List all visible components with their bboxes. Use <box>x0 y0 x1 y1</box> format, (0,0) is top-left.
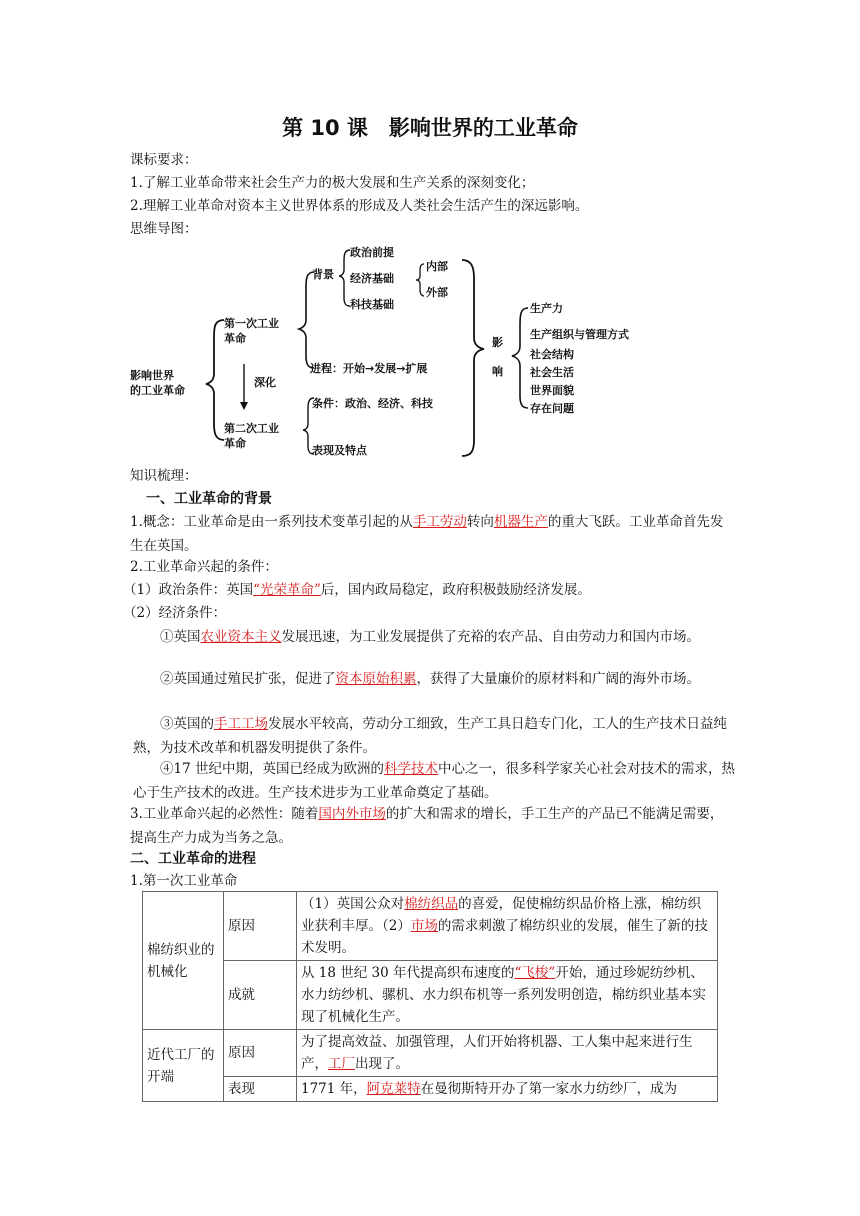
keyword-glorious-revolution: “光荣革命” <box>253 582 321 598</box>
label-reason-2: 原因 <box>224 1030 297 1077</box>
group-modern-factory: 近代工厂的开端 <box>143 1030 224 1102</box>
keyword-factory: 工厂 <box>328 1056 355 1072</box>
keyword-markets: 国内外市场 <box>318 806 386 822</box>
keyword-science-technology: 科学技术 <box>383 761 438 777</box>
group-cotton-mechanization: 棉纺织业的机械化 <box>143 892 224 1030</box>
mm-impact-3: 社会生活 <box>530 366 574 379</box>
cell-cotton-reason: （1）英国公众对棉纺织品的喜爱，促使棉纺织品价格上涨，棉纺织业获利丰厚。（2）市场的需求刺激了棉纺织业的发展，催生了新的技术发明。 <box>297 892 718 961</box>
section-2-heading: 二、工业革命的进程 <box>130 851 256 867</box>
mm-second-line2: 革命 <box>224 437 246 450</box>
cell-factory-manifestation: 1771 年，阿克莱特在曼彻斯特开办了第一家水力纺纱厂，成为 <box>297 1077 718 1102</box>
table-row <box>143 892 718 961</box>
mm-internal: 内部 <box>426 260 448 273</box>
section-1-heading: 一、工业革命的背景 <box>146 491 272 507</box>
mm-impact-5: 存在问题 <box>530 402 574 415</box>
mm-process: 进程：开始→发展→扩展 <box>310 362 428 375</box>
mm-root-brace <box>206 320 224 440</box>
keyword-workshop: 手工工场 <box>214 716 268 732</box>
economic-item-3: ③英国的手工工场发展水平较高，劳动分工细致，生产工具日趋专门化，工人的生产技术日益纯熟，为技术改革和机器发明提供了条件。 <box>133 716 727 756</box>
economic-item-1: ①英国农业资本主义发展迅速，为工业发展提供了充裕的农产品、自由劳动力和国内市场。 <box>160 629 700 645</box>
mm-background: 背景 <box>312 268 334 281</box>
mm-impact-brace <box>512 308 528 408</box>
knowledge-heading: 知识梳理： <box>130 468 198 484</box>
mm-first-line2: 革命 <box>224 332 246 345</box>
mm-impact-2: 社会结构 <box>530 348 574 361</box>
mm-root-line2: 的工业革命 <box>130 384 185 397</box>
requirement-item-1: 1.了解工业革命带来社会生产力的极大发展和生产关系的深刻变化； <box>130 175 535 191</box>
table-row <box>143 1077 718 1102</box>
mm-science: 科技基础 <box>350 298 394 311</box>
keyword-primitive-accumulation: 资本原始积累 <box>335 671 417 687</box>
mm-impact-1: 生产组织与管理方式 <box>530 328 629 341</box>
label-reason: 原因 <box>224 892 297 961</box>
keyword-machine-production: 机器生产 <box>493 514 548 530</box>
table-row <box>143 961 718 1030</box>
mm-root-line1: 影响世界 <box>130 369 174 382</box>
mm-first-brace <box>299 272 314 368</box>
mm-deepen-label: 深化 <box>254 376 276 389</box>
mindmap-heading: 思维导图： <box>130 221 198 237</box>
label-achievement: 成就 <box>224 961 297 1030</box>
mm-impact-0: 生产力 <box>530 302 563 315</box>
mm-first-line1: 第一次工业 <box>224 317 279 330</box>
economic-heading: （2）经济条件： <box>123 605 227 621</box>
mm-economy-brace <box>416 264 424 296</box>
keyword-manual-labor: 手工劳动 <box>412 514 467 530</box>
keyword-cotton-goods: 棉纺织品 <box>404 896 459 912</box>
lesson-title: 第 10 课 影响世界的工业革命 <box>282 116 578 140</box>
cell-factory-reason: 为了提高效益、加强管理，人们开始将机器、工人集中起来进行生产，工厂出现了。 <box>297 1030 718 1077</box>
first-revolution-table <box>142 891 718 1102</box>
mind-map-diagram <box>128 238 688 460</box>
keyword-market: 市场 <box>410 918 438 934</box>
mm-conditions: 条件：政治、经济、科技 <box>312 397 433 410</box>
mm-impact-4: 世界面貌 <box>530 384 574 397</box>
mm-deepen-arrow <box>240 402 248 410</box>
economic-item-4: ④17 世纪中期，英国已经成为欧洲的科学技术中心之一，很多科学家关心社会对技术的需求，热心于生产技术的改进。生产技术进步为工业革命奠定了基础。 <box>133 761 735 801</box>
mm-external: 外部 <box>426 286 448 299</box>
economic-item-2: ②英国通过殖民扩张，促进了资本原始积累，获得了大量廉价的原材料和广阔的海外市场。 <box>160 671 700 687</box>
cell-cotton-achievement: 从 18 世纪 30 年代提高织布速度的“飞梭”开始，通过珍妮纺纱机、水力纺纱机、骡机、水力织布机等一系列发明创造，棉纺织业基本实现了机械化生产。 <box>297 961 718 1030</box>
conditions-heading: 2.工业革命兴起的条件： <box>130 559 278 575</box>
keyword-arkwright: 阿克莱特 <box>366 1081 421 1097</box>
mm-second-line1: 第二次工业 <box>224 422 279 435</box>
table-row <box>143 1030 718 1077</box>
concept-paragraph: 1.概念：工业革命是由一系列技术变革引起的从手工劳动转向机器生产的重大飞跃。工业革命首先发生在英国。 <box>130 514 724 554</box>
first-revolution-heading: 1.第一次工业革命 <box>130 873 238 889</box>
requirement-item-2: 2.理解工业革命对资本主义世界体系的形成及人类社会生活产生的深远影响。 <box>130 198 589 214</box>
requirements-heading: 课标要求： <box>130 152 198 168</box>
mm-impact-char1: 影 <box>492 336 503 349</box>
political-condition: （1）政治条件：英国“光荣革命”后，国内政局稳定，政府积极鼓励经济发展。 <box>123 582 591 598</box>
mm-features: 表现及特点 <box>312 444 367 457</box>
mm-background-brace <box>339 250 350 306</box>
mm-merge-bracket <box>462 260 484 456</box>
keyword-flying-shuttle: “飞梭” <box>514 965 556 981</box>
label-manifestation: 表现 <box>224 1077 297 1102</box>
keyword-agricultural-capitalism: 农业资本主义 <box>200 629 282 645</box>
mm-politics: 政治前提 <box>350 246 394 259</box>
mm-economy: 经济基础 <box>350 272 394 285</box>
necessity-paragraph: 3.工业革命兴起的必然性：随着国内外市场的扩大和需求的增长，手工生产的产品已不能满足需要，提高生产力成为当务之急。 <box>130 806 724 846</box>
mm-impact-char2: 响 <box>492 365 503 378</box>
